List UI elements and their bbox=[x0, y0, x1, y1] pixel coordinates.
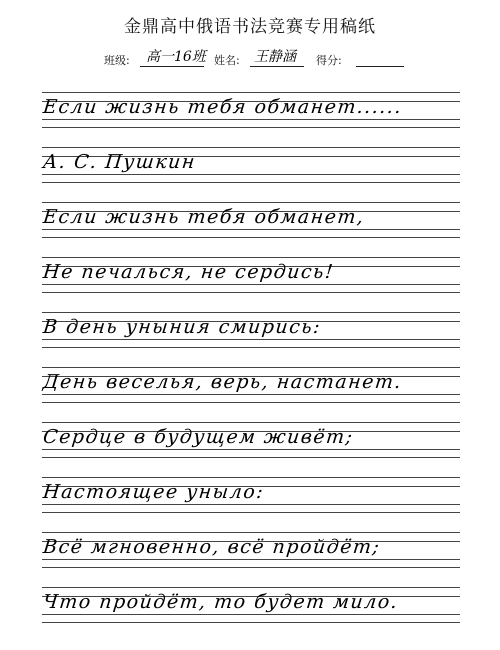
ruled-line bbox=[42, 182, 460, 183]
text-line: А. С. Пушкин bbox=[42, 151, 198, 173]
ruled-line bbox=[42, 559, 460, 560]
ruled-line bbox=[42, 174, 460, 175]
ruled-line bbox=[42, 567, 460, 568]
ruled-line bbox=[42, 202, 460, 203]
text-line: Если жизнь тебя обманет...... bbox=[42, 96, 404, 118]
ruled-line bbox=[42, 229, 460, 230]
ruled-line bbox=[42, 394, 460, 395]
text-line: Если жизнь тебя обманет, bbox=[42, 206, 366, 228]
text-line: Что пройдёт, то будет мило. bbox=[42, 591, 400, 613]
ruled-line bbox=[42, 512, 460, 513]
text-line: День веселья, верь, настанет. bbox=[42, 371, 404, 393]
ruled-line bbox=[42, 347, 460, 348]
ruled-line bbox=[42, 422, 460, 423]
ruled-line bbox=[42, 457, 460, 458]
text-line: В день уныния смирись: bbox=[42, 316, 323, 338]
text-line: Не печалься, не сердись! bbox=[42, 261, 336, 283]
ruled-line bbox=[42, 402, 460, 403]
ruled-line bbox=[42, 257, 460, 258]
ruled-line bbox=[42, 292, 460, 293]
sheet-title: 金鼎高中俄语书法竞赛专用稿纸 bbox=[124, 17, 376, 37]
ruled-line bbox=[42, 614, 460, 615]
score-label: 得分: bbox=[316, 54, 342, 67]
class-underline bbox=[140, 66, 204, 67]
ruled-line bbox=[42, 367, 460, 368]
name-underline bbox=[250, 66, 304, 67]
class-value: 高一16班 bbox=[146, 49, 206, 65]
ruled-line bbox=[42, 312, 460, 313]
text-line: Настоящее уныло: bbox=[42, 481, 266, 503]
ruled-line bbox=[42, 127, 460, 128]
name-label: 姓名: bbox=[214, 54, 240, 67]
ruled-line bbox=[42, 119, 460, 120]
ruled-line bbox=[42, 587, 460, 588]
ruled-line bbox=[42, 92, 460, 93]
ruled-line bbox=[42, 237, 460, 238]
text-line: Сердце в будущем живёт; bbox=[42, 426, 355, 448]
score-underline bbox=[356, 66, 404, 67]
ruled-line bbox=[42, 504, 460, 505]
ruled-line bbox=[42, 339, 460, 340]
ruled-line bbox=[42, 147, 460, 148]
ruled-line bbox=[42, 477, 460, 478]
text-line: Всё мгновенно, всё пройдёт; bbox=[42, 536, 382, 558]
ruled-line bbox=[42, 449, 460, 450]
ruled-line bbox=[42, 532, 460, 533]
name-value: 王静涵 bbox=[254, 49, 296, 65]
ruled-line bbox=[42, 284, 460, 285]
class-label: 班级: bbox=[104, 54, 130, 67]
ruled-line bbox=[42, 622, 460, 623]
